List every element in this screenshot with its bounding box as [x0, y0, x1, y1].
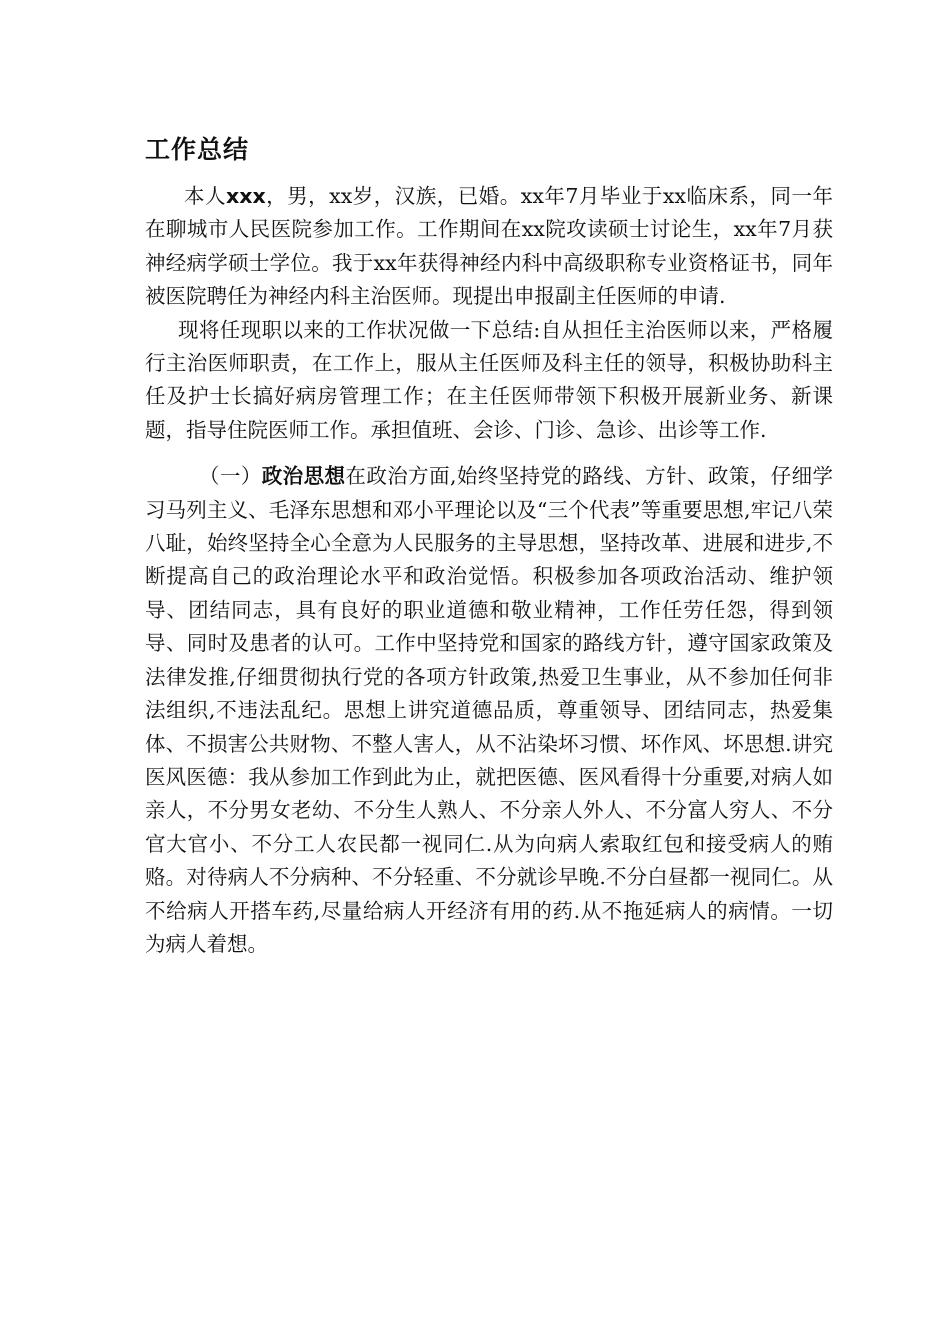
paragraph-personal-info — [145, 180, 833, 314]
person-name: xxx — [226, 184, 266, 208]
section-body: 在政治方面,始终坚持党的路线、方针、政策，仔细学习马列主义、毛泽东思想和邓小平理论以及“三个代表”等重要思想,牢记八荣八耻，始终坚持全心全意为人民服务的主导思想，坚持改革、进展和进步,不断提高自己的政治理论水平和政治觉悟。积极参加各项政治活动、维护领导、团结同志，具有良好的职业道德和敬业精神，工作任劳任怨，得到领导、同时及患者的认可。工作中坚持党和国家的路线方针，遵守国家政策及法律发推,仔细贯彻执行党的各项方针政策,热爱卫生事业，从不参加任何非法组织,不违法乱纪。思想上讲究道德品质，尊重领导、团结同志，热爱集体、不损害公共财物、不整人害人，从不沾染坏习惯、坏作风、坏思想.讲究医风医德：我从参加工作到此为止，就把医德、医风看得十分重要,对病人如亲人，不分男女老幼、不分生人熟人、不分亲人外人、不分富人穷人、不分官大官小、不分工人农民都一视同仁.从为向病人索取红包和接受病人的贿赂。对待病人不分病种、不分轻重、不分就诊早晚.不分白昼都一视同仁。从不给病人开搭车药,尽量给病人开经济有用的药.从不拖延病人的病情。一切为病人着想。 — [145, 464, 834, 956]
paragraph-body: ，男，xx岁，汉族，已婚。xx年7月毕业于xx临床系，同一年在聊城市人民医院参加工作。工作期间在xx院攻读硕士讨论生，xx年7月获神经病学硕士学位。我于xx年获得神经内科中高级职称专业资格证书，同年被医院聘任为神经内科主治医师。现提出申报副主任医师的申请. — [145, 184, 833, 309]
section-number: （一） — [199, 464, 262, 489]
paragraph-lead: 本人 — [184, 184, 226, 208]
paragraph-work-summary: 现将任现职以来的工作状况做一下总结:自从担任主治医师以来，严格履行主治医师职责，在工作上，服从主任医师及科主任的领导，积极协助科主任及护士长搞好病房管理工作；在主任医师带领下积极开展新业务、新课题，指导住院医师工作。承担值班、会诊、门诊、急诊、出诊等工作. — [145, 317, 833, 442]
document-page — [145, 128, 833, 961]
section-heading: 政治思想 — [261, 464, 346, 489]
document-title: 工作总结 — [145, 135, 250, 164]
paragraph-political-thought — [145, 460, 833, 961]
